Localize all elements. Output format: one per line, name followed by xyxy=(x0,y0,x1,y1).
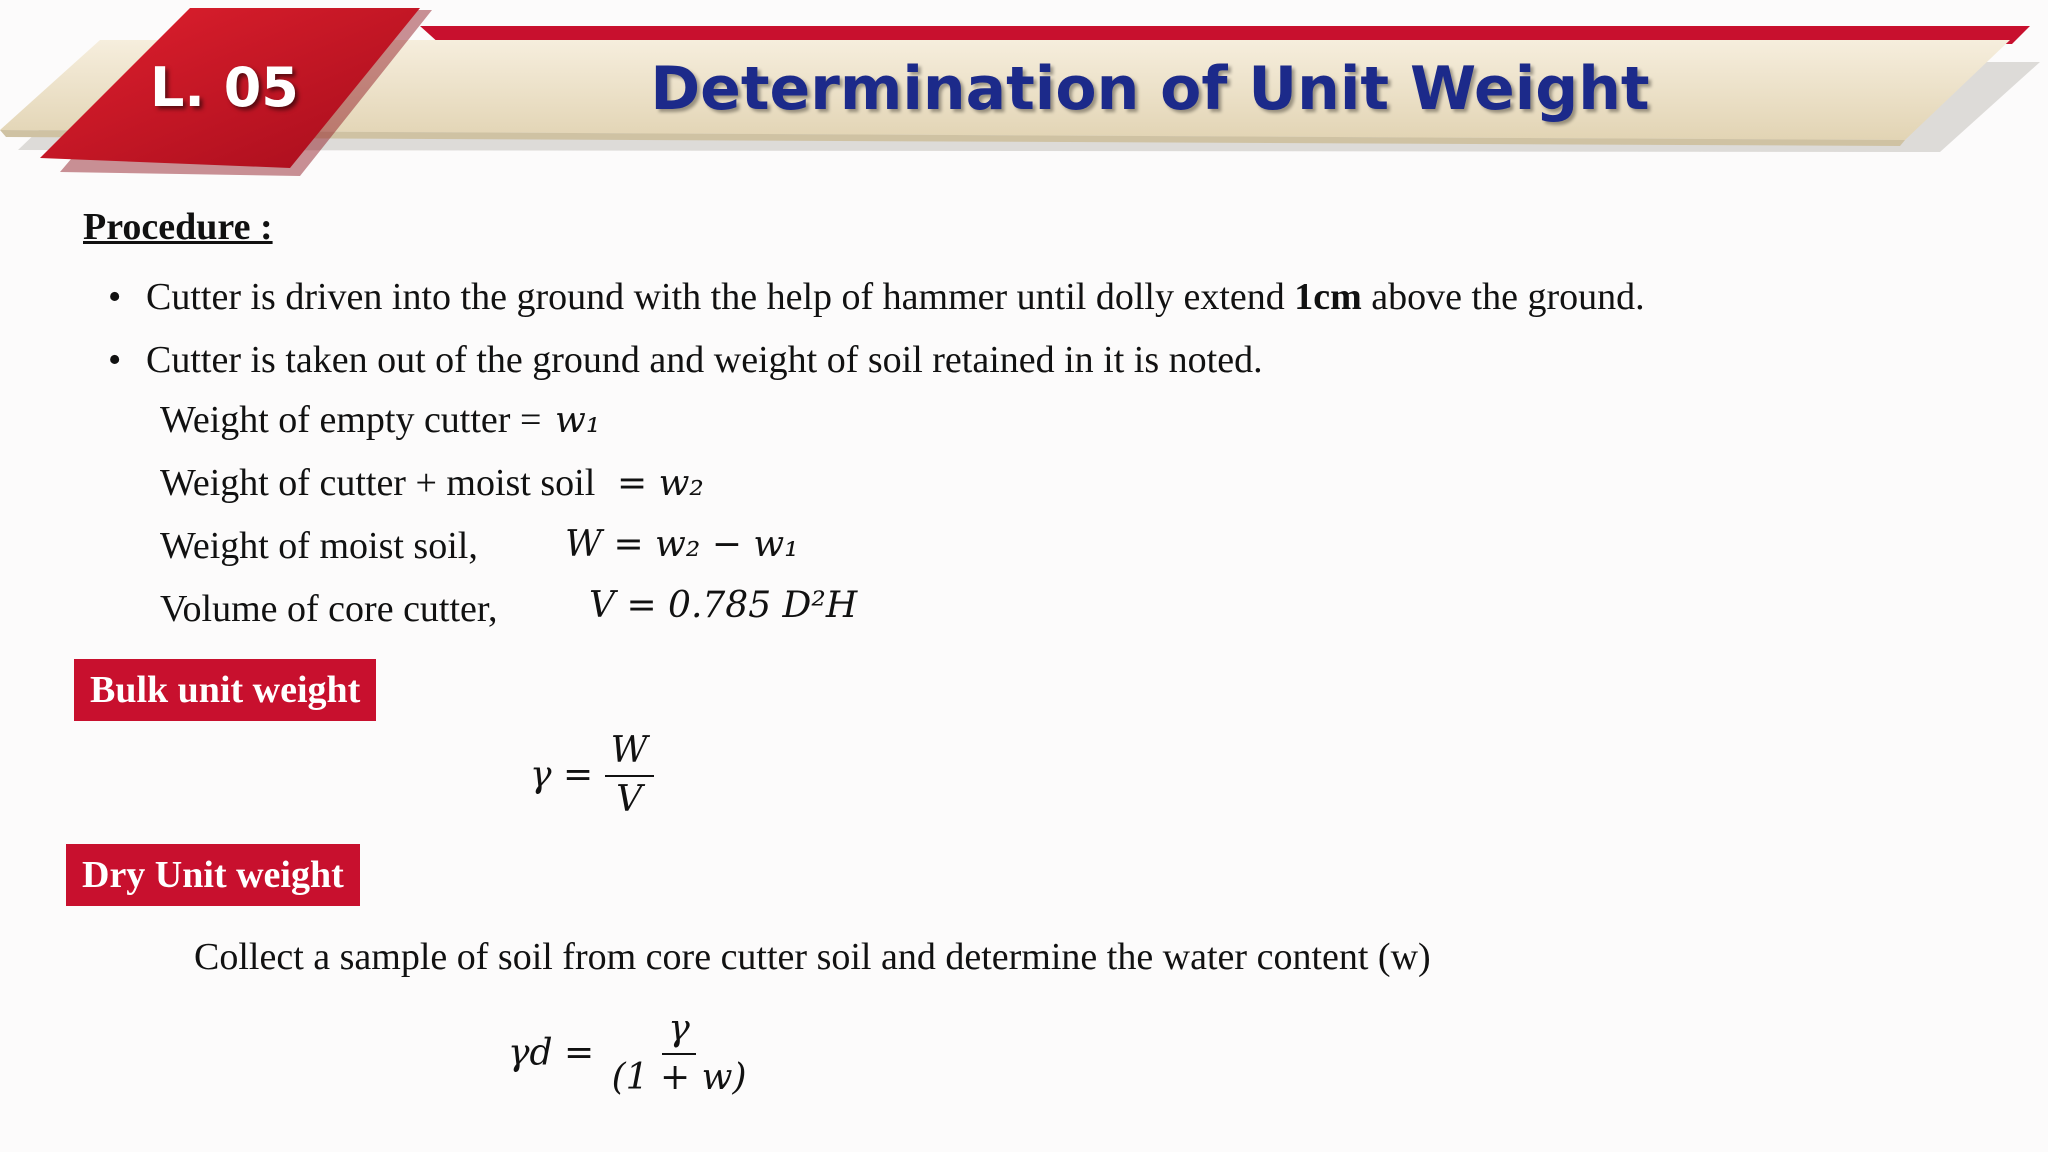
bulk-fraction xyxy=(605,730,654,820)
bullet-1-text-end: above the ground. xyxy=(1361,276,1645,318)
lesson-code: L. 05 xyxy=(150,56,299,119)
bullet-2-text: Cutter is taken out of the ground and weight of soil retained in it is noted. xyxy=(146,339,1263,381)
procedure-bullet-2 xyxy=(108,338,1263,382)
row-empty-cutter-label: Weight of empty cutter = xyxy=(160,399,542,441)
procedure-bullet-1 xyxy=(108,275,1645,319)
page-title: Determination of Unit Weight xyxy=(650,54,1650,124)
bulk-lhs: γ = xyxy=(530,754,594,796)
bullet-1-bold-value: 1cm xyxy=(1294,276,1362,318)
formula-dry-unit-weight xyxy=(508,1008,752,1098)
formula-w2: = w₂ xyxy=(617,463,704,504)
dry-unit-weight-note: Collect a sample of soil from core cutter soil and determine the water content (w) xyxy=(194,936,1431,978)
row-moist-soil-label: Weight of moist soil, xyxy=(160,525,478,567)
formula-volume: V = 0.785 D²H xyxy=(589,585,858,626)
bulk-denominator: V xyxy=(616,779,643,820)
dry-unit-weight-label: Dry Unit weight xyxy=(66,844,360,906)
dry-numerator: γ xyxy=(662,1008,696,1055)
dry-denominator: (1 + w) xyxy=(611,1057,747,1098)
formula-moist-soil: W = w₂ − w₁ xyxy=(565,524,799,565)
procedure-heading: Procedure : xyxy=(83,206,273,248)
formula-w1: w₁ xyxy=(555,400,601,441)
dry-lhs: γd = xyxy=(508,1032,595,1074)
row-cutter-moist-label: Weight of cutter + moist soil xyxy=(160,462,596,504)
bullet-dot: • xyxy=(108,339,122,381)
bullet-dot: • xyxy=(108,276,122,318)
bulk-unit-weight-label: Bulk unit weight xyxy=(74,659,376,721)
formula-bulk-unit-weight xyxy=(530,730,654,820)
row-volume-label: Volume of core cutter, xyxy=(160,588,498,630)
bullet-1-text-start: Cutter is driven into the ground with the help of hammer until dolly extend xyxy=(146,276,1295,318)
bulk-numerator: W xyxy=(605,730,654,777)
dry-fraction xyxy=(606,1008,753,1098)
